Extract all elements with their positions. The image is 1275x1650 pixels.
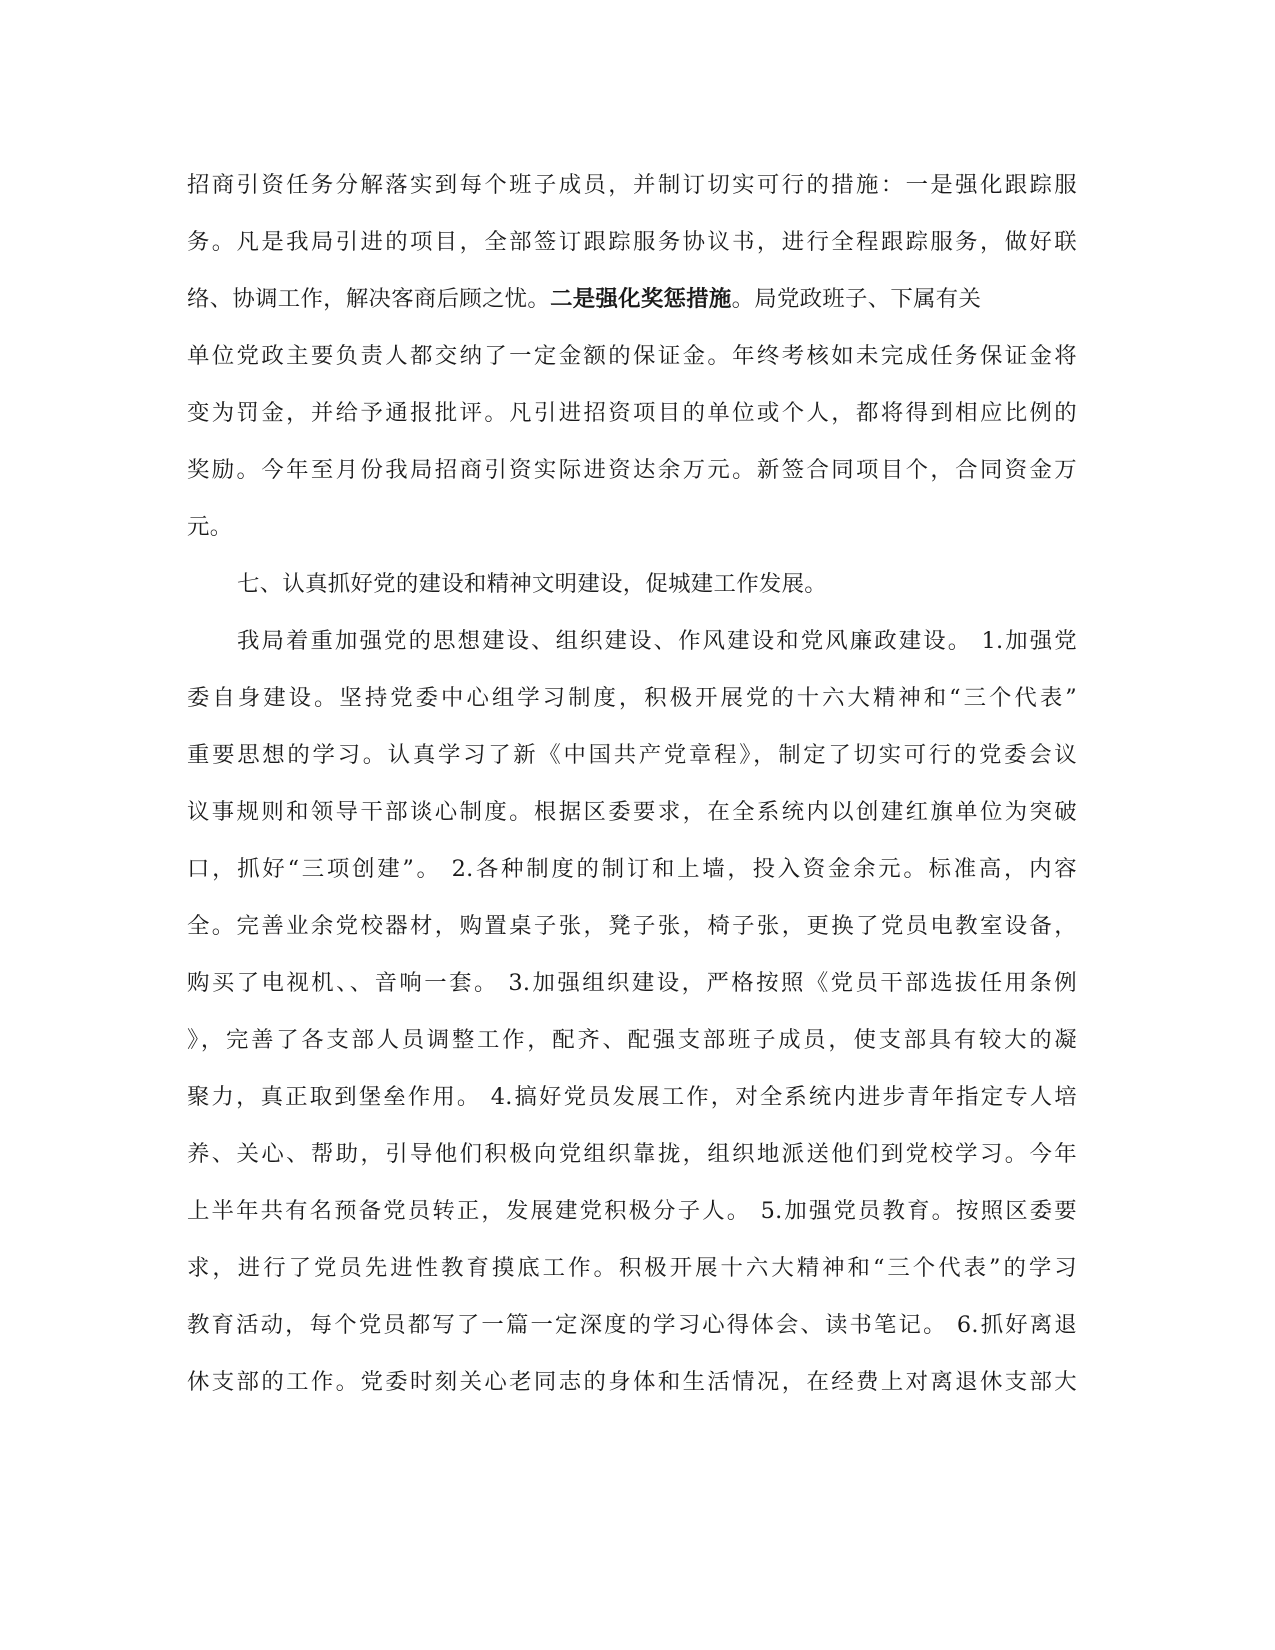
paragraph-2-line: 委自身建设。坚持党委中心组学习制度，积极开展党的十六大精神和“三个代表” <box>187 685 1077 711</box>
paragraph-1-line: 招商引资任务分解落实到每个班子成员，并制订切实可行的措施：一是强化跟踪服 <box>187 172 1077 198</box>
paragraph-2-line: 聚力，真正取到堡垒作用。 4.搞好党员发展工作，对全系统内进步青年指定专人培 <box>187 1084 1077 1110</box>
paragraph-1-line: 务。凡是我局引进的项目，全部签订跟踪服务协议书，进行全程跟踪服务，做好联 <box>187 229 1077 255</box>
paragraph-2-line: 议事规则和领导干部谈心制度。根据区委要求，在全系统内以创建红旗单位为突破 <box>187 799 1077 825</box>
paragraph-2-line: 教育活动，每个党员都写了一篇一定深度的学习心得体会、读书笔记。 6.抓好离退 <box>187 1312 1077 1338</box>
bold-emphasis: 二是强化奖惩措施 <box>550 286 732 312</box>
paragraph-2-line: 购买了电视机、、音响一套。 3.加强组织建设，严格按照《党员干部选拔任用条例 <box>187 970 1077 996</box>
paragraph-2-line: 口，抓好“三项创建”。 2.各种制度的制订和上墙，投入资金余元。标准高，内容 <box>187 856 1077 882</box>
paragraph-1-line: 单位党政主要负责人都交纳了一定金额的保证金。年终考核如未完成任务保证金将 <box>187 343 1077 369</box>
paragraph-2-line: 重要思想的学习。认真学习了新《中国共产党章程》，制定了切实可行的党委会议 <box>187 742 1077 768</box>
paragraph-1-line <box>187 284 1077 314</box>
paragraph-2-line: 》，完善了各支部人员调整工作，配齐、配强支部班子成员，使支部具有较大的凝 <box>187 1027 1077 1053</box>
paragraph-2-line: 养、关心、帮助，引导他们积极向党组织靠拢，组织地派送他们到党校学习。今年 <box>187 1141 1077 1167</box>
paragraph-2-line: 求，进行了党员先进性教育摸底工作。积极开展十六大精神和“三个代表”的学习 <box>187 1255 1077 1281</box>
paragraph-1-line: 元。 <box>187 514 233 540</box>
text-span: 络、协调工作，解决客商后顾之忧。 <box>187 286 551 312</box>
text-span: 。局党政班子、下属有关 <box>731 286 982 312</box>
paragraph-2-line: 全。完善业余党校器材，购置桌子张，凳子张，椅子张，更换了党员电教室设备， <box>187 913 1077 939</box>
paragraph-2-line: 休支部的工作。党委时刻关心老同志的身体和生活情况，在经费上对离退休支部大 <box>187 1369 1077 1395</box>
paragraph-1-line: 奖励。今年至月份我局招商引资实际进资达余万元。新签合同项目个，合同资金万 <box>187 457 1077 483</box>
paragraph-2-line: 我局着重加强党的思想建设、组织建设、作风建设和党风廉政建设。 1.加强党 <box>237 628 1077 654</box>
paragraph-2-line: 上半年共有名预备党员转正，发展建党积极分子人。 5.加强党员教育。按照区委要 <box>187 1198 1077 1224</box>
paragraph-1-line: 变为罚金，并给予通报批评。凡引进招资项目的单位或个人，都将得到相应比例的 <box>187 400 1077 426</box>
section-heading: 七、认真抓好党的建设和精神文明建设，促城建工作发展。 <box>237 571 827 597</box>
